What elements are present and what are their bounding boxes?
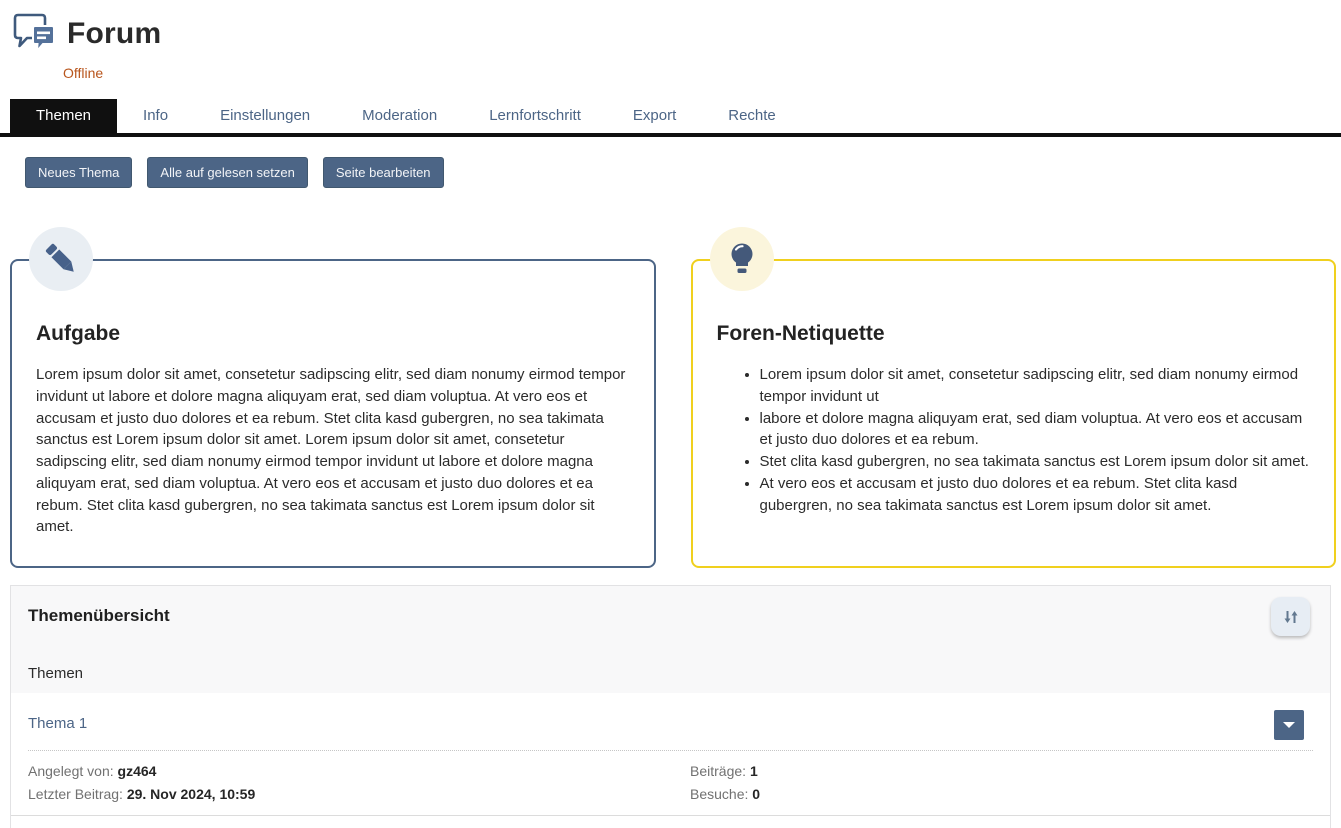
tab-export[interactable]: Export — [632, 107, 677, 124]
topic-post-count: Beiträge: 1 — [690, 763, 758, 779]
tab-moderation[interactable]: Moderation — [362, 107, 438, 124]
topic-last-post: Letzter Beitrag: 29. Nov 2024, 10:59 — [28, 786, 256, 802]
next-row-partial — [11, 816, 1330, 828]
task-panel — [10, 259, 656, 568]
topic-created-by: Angelegt von: gz464 — [28, 763, 157, 779]
netiquette-bullet-list — [717, 364, 1311, 516]
netiquette-bullet: • At vero eos et accusam et justo duo dolores et ea rebum. Stet clita kasd gubergren, no sea takimata sanctus est Lorem ipsum dolor sit amet. — [760, 473, 1311, 517]
mark-all-read-button[interactable]: Alle auf gelesen setzen — [147, 157, 307, 188]
netiquette-bullet: • labore et dolore magna aliquyam erat, sed diam voluptua. At vero eos et accusam et justo duo dolores et ea rebum. — [760, 408, 1311, 452]
tab-bar — [0, 99, 1341, 137]
task-panel-body: Lorem ipsum dolor sit amet, consetetur sadipscing elitr, sed diam nonumy eirmod tempor invidunt ut labore et dolore magna aliquyam erat, sed diam voluptua. At vero eos et accusam et justo duo dolores et ea rebum. Stet clita kasd gubergren, no sea takimata sanctus est Lorem ipsum dolor sit amet. Lorem ipsum dolor sit amet, consetetur sadipscing elitr, sed diam nonumy eirmod tempor invidunt ut labore et dolore magna aliquyam erat, sed diam voluptua. At vero eos et accusam et justo duo dolores et ea rebum. Stet clita kasd gubergren, no sea takimata sanctus est Lorem ipsum dolor sit amet. — [36, 366, 626, 536]
tab-lernfortschritt[interactable]: Lernfortschritt — [489, 107, 581, 124]
edit-page-button[interactable]: Seite bearbeiten — [323, 157, 444, 188]
topics-overview-header — [11, 586, 1330, 693]
new-topic-button[interactable]: Neues Thema — [25, 157, 132, 188]
lightbulb-icon — [723, 240, 761, 278]
tab-info[interactable]: Info — [143, 107, 169, 124]
chevron-down-icon — [1283, 722, 1295, 728]
netiquette-panel-title: Foren-Netiquette — [716, 322, 885, 345]
tab-einstellungen[interactable]: Einstellungen — [220, 107, 311, 124]
info-panels — [10, 259, 1336, 568]
tab-themen[interactable]: Themen — [10, 99, 117, 133]
tab-rechte[interactable]: Rechte — [728, 107, 776, 124]
pencil-icon — [42, 240, 80, 278]
forum-speech-bubbles-icon — [12, 12, 57, 57]
sort-button[interactable] — [1271, 597, 1310, 636]
topics-overview-section — [10, 585, 1331, 828]
topic-row — [11, 693, 1330, 816]
task-panel-icon-circle — [29, 227, 93, 291]
netiquette-bullet: • Lorem ipsum dolor sit amet, consetetur sadipscing elitr, sed diam nonumy eirmod tempor invidunt ut — [760, 364, 1311, 408]
netiquette-panel-icon-circle — [710, 227, 774, 291]
page-title: Forum — [67, 17, 162, 50]
topic-link[interactable]: Thema 1 — [28, 715, 88, 732]
sort-arrows-icon — [1282, 608, 1300, 626]
netiquette-bullet: • Stet clita kasd gubergren, no sea takimata sanctus est Lorem ipsum dolor sit amet. — [760, 451, 1311, 473]
task-panel-title: Aufgabe — [36, 322, 120, 345]
topic-visit-count: Besuche: 0 — [690, 786, 761, 802]
toolbar — [25, 157, 1341, 188]
status-badge: Offline — [63, 65, 104, 81]
topics-column-header: Themen — [28, 665, 84, 682]
netiquette-panel — [691, 259, 1337, 568]
page-header — [0, 0, 1341, 81]
topic-actions-dropdown[interactable] — [1274, 710, 1304, 740]
topics-overview-title: Themenübersicht — [28, 606, 170, 625]
